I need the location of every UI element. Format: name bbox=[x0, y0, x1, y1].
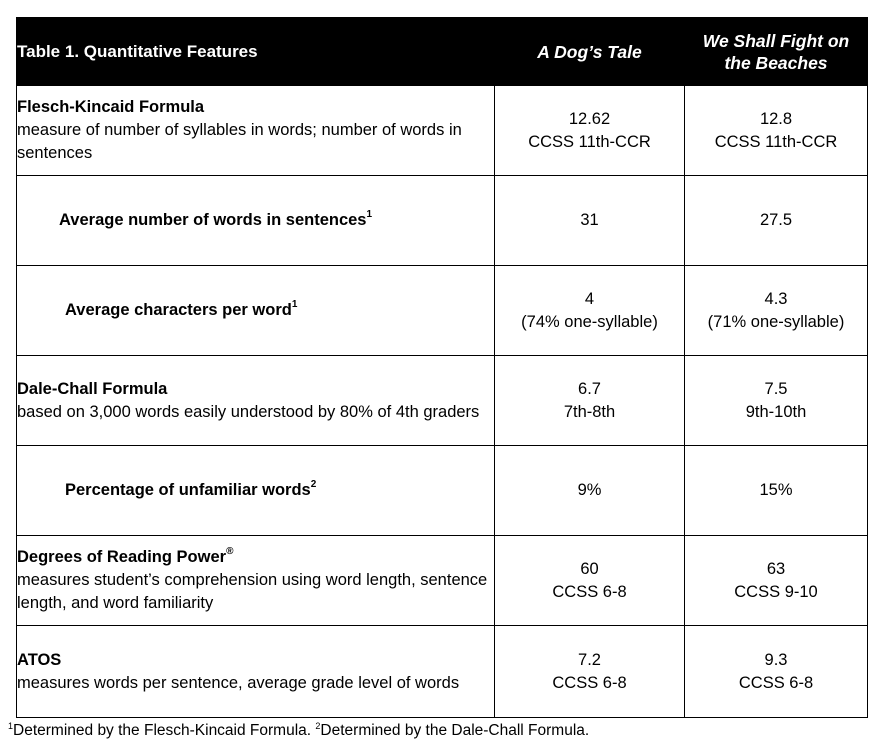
table-row bbox=[17, 176, 868, 266]
we-shall-fight-value bbox=[685, 86, 868, 176]
value-line: 9th-10th bbox=[745, 402, 807, 421]
footnote-marker: 1 bbox=[366, 208, 373, 220]
measure-name: Average number of words in sentences bbox=[59, 211, 367, 229]
measure-name: Average characters per word bbox=[65, 301, 292, 319]
value-line: CCSS 6-8 bbox=[552, 673, 627, 692]
measure-name: ATOS bbox=[17, 650, 62, 669]
value-line: 7.5 bbox=[764, 379, 788, 398]
row-label bbox=[17, 86, 495, 176]
footnote-mark-1: 1 bbox=[8, 720, 14, 731]
column-header-line-1: We Shall Fight on bbox=[702, 30, 850, 51]
value-line: 60 bbox=[580, 559, 599, 578]
dogs-tale-value bbox=[495, 446, 685, 536]
value-line: 6.7 bbox=[578, 379, 601, 398]
measure-name bbox=[17, 546, 494, 569]
table-row bbox=[17, 356, 868, 446]
value-line: CCSS 11th-CCR bbox=[528, 132, 651, 151]
value-line: 4 bbox=[584, 289, 595, 308]
value-line: CCSS 6-8 bbox=[552, 582, 627, 601]
column-header-we-shall-fight bbox=[685, 18, 868, 86]
dogs-tale-value bbox=[495, 176, 685, 266]
measure-description: measure of number of syllables in words; number of words in sentences bbox=[17, 121, 462, 162]
footnote-marker: 2 bbox=[310, 478, 317, 490]
value-line: 7th-8th bbox=[563, 402, 616, 421]
footnote-mark-2: 2 bbox=[315, 720, 321, 731]
value-line: 63 bbox=[766, 559, 786, 578]
we-shall-fight-value bbox=[685, 626, 868, 718]
measure-name: Percentage of unfamiliar words bbox=[65, 481, 311, 499]
row-label bbox=[17, 266, 495, 356]
value-line: CCSS 6-8 bbox=[738, 673, 814, 692]
footnote-marker: 1 bbox=[291, 298, 298, 310]
dogs-tale-value bbox=[495, 536, 685, 626]
value-line: (74% one-syllable) bbox=[521, 312, 658, 331]
measure-name: Flesch-Kincaid Formula bbox=[17, 98, 205, 116]
row-label bbox=[17, 176, 495, 266]
dogs-tale-value bbox=[495, 266, 685, 356]
value-line: CCSS 11th-CCR bbox=[714, 132, 838, 151]
value-line: 15% bbox=[759, 481, 793, 499]
measure-name-text: Degrees of Reading Power bbox=[17, 548, 227, 566]
table-row bbox=[17, 266, 868, 356]
table-footnote bbox=[8, 722, 589, 740]
value-line: 31 bbox=[580, 211, 599, 229]
table-header-row bbox=[17, 18, 868, 86]
table-row bbox=[17, 86, 868, 176]
measure-description: measures words per sentence, average grade level of words bbox=[17, 673, 460, 692]
measure-name: Dale-Chall Formula bbox=[17, 379, 168, 398]
value-line: 4.3 bbox=[764, 289, 788, 308]
value-line: 7.2 bbox=[578, 650, 601, 669]
footnote-text-1: Determined by the Flesch-Kincaid Formula. bbox=[13, 722, 312, 739]
table-row bbox=[17, 536, 868, 626]
we-shall-fight-value bbox=[685, 446, 868, 536]
value-line: (71% one-syllable) bbox=[707, 312, 845, 331]
value-line: 12.8 bbox=[759, 109, 793, 128]
we-shall-fight-value bbox=[685, 266, 868, 356]
we-shall-fight-value bbox=[685, 536, 868, 626]
table-title: Table 1. Quantitative Features bbox=[17, 18, 495, 86]
value-line: 27.5 bbox=[759, 211, 793, 229]
measure-description: measures student’s comprehension using word length, sentence length, and word familiarity bbox=[17, 571, 488, 612]
row-label bbox=[17, 446, 495, 536]
dogs-tale-value bbox=[495, 626, 685, 718]
we-shall-fight-value bbox=[685, 176, 868, 266]
row-label bbox=[17, 356, 495, 446]
value-line: 12.62 bbox=[568, 109, 611, 128]
row-label bbox=[17, 626, 495, 718]
column-header-dogs-tale: A Dog’s Tale bbox=[495, 18, 685, 86]
table-row bbox=[17, 446, 868, 536]
value-line: 9.3 bbox=[764, 650, 788, 669]
table-row bbox=[17, 626, 868, 718]
value-line: CCSS 9-10 bbox=[734, 582, 818, 601]
row-label bbox=[17, 536, 495, 626]
registered-mark: ® bbox=[226, 545, 234, 557]
column-header-line-2: the Beaches bbox=[724, 52, 828, 73]
dogs-tale-value bbox=[495, 356, 685, 446]
quantitative-features-table bbox=[16, 17, 868, 718]
footnote-text-2: Determined by the Dale-Chall Formula. bbox=[320, 722, 590, 739]
we-shall-fight-value bbox=[685, 356, 868, 446]
dogs-tale-value bbox=[495, 86, 685, 176]
measure-description: based on 3,000 words easily understood by 80% of 4th graders bbox=[17, 402, 480, 421]
value-line: 9% bbox=[577, 481, 602, 499]
